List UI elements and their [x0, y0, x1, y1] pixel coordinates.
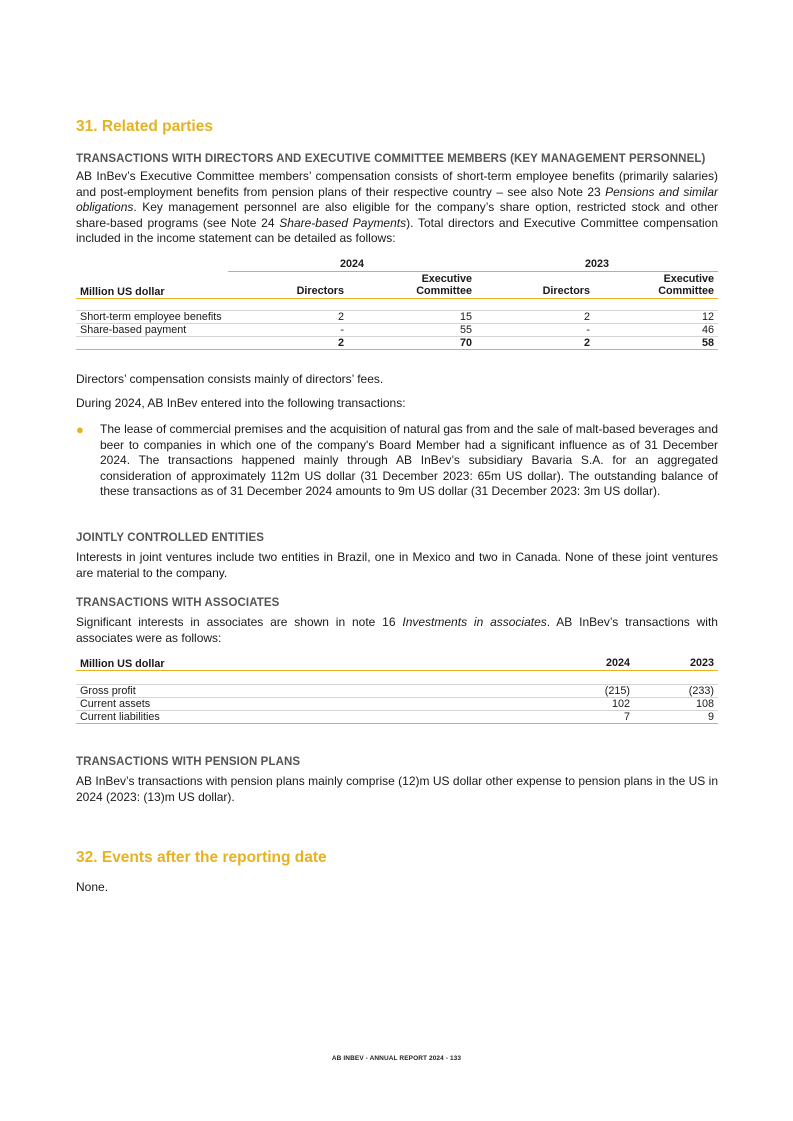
- key-management-text-b: . Key management personnel are also eligible for the company’s share option, restricted stock and other share-based programs (see Note 24: [76, 200, 718, 230]
- key-management-paragraph: [76, 169, 718, 247]
- table-row: Gross profit (215) (233): [76, 684, 718, 697]
- pension-paragraph: AB InBev’s transactions with pension plans mainly comprise (12)m US dollar other expense to pension plans in the US in 2024 (2023: (13)m US dollar).: [76, 774, 718, 804]
- assoc-2024-header: 2024: [605, 657, 630, 669]
- key-management-text-c: ). Total directors and Executive Committee compensation included in the income statement can be detailed as follows:: [76, 215, 718, 246]
- table-row: Short-term employee benefits 2 15 2 12: [76, 310, 718, 323]
- jointly-controlled-heading: JOINTLY CONTROLLED ENTITIES: [76, 532, 264, 544]
- associates-table: [76, 656, 718, 724]
- bullet-list-item: [76, 422, 718, 500]
- section-32-paragraph: None.: [76, 880, 109, 894]
- total-row: 2 70 2 58: [76, 336, 718, 349]
- executive-committee-2024-header: Executive Committee: [416, 272, 472, 297]
- bullet-icon: ●: [76, 422, 84, 437]
- assoc-2023-header: 2023: [689, 657, 714, 669]
- table-row: Share-based payment - 55 - 46: [76, 323, 718, 336]
- table-row: Current assets 102 108: [76, 697, 718, 710]
- year-2023-header: 2023: [476, 258, 718, 271]
- executive-committee-2023-header: Executive Committee: [658, 272, 714, 297]
- page-footer: AB INBEV - ANNUAL REPORT 2024 - 133: [331, 1055, 462, 1062]
- associates-heading: TRANSACTIONS WITH ASSOCIATES: [76, 597, 280, 609]
- section-31-title: 31. Related parties: [76, 118, 213, 135]
- jointly-controlled-paragraph: Interests in joint ventures include two entities in Brazil, one in Mexico and two in Canada. None of these joint ventures are material to the company.: [76, 550, 718, 580]
- unit-header: Million US dollar: [80, 285, 165, 298]
- key-management-heading: TRANSACTIONS WITH DIRECTORS AND EXECUTIVE COMMITTEE MEMBERS (KEY MANAGEMENT PERSONNEL): [76, 153, 706, 165]
- table-row: Current liabilities 7 9: [76, 710, 718, 723]
- associates-paragraph: Significant interests in associates are shown in note 16 Investments in associates. AB InBev’s transactions with associates were as follows:: [76, 615, 718, 645]
- directors-2023-header: Directors: [542, 285, 590, 297]
- pensions-note-reference: Pensions and similar obligations: [76, 184, 718, 215]
- assoc-unit-header: Million US dollar: [80, 657, 165, 670]
- directors-2024-header: Directors: [296, 285, 344, 297]
- associates-note-reference: Investments in associates: [402, 615, 547, 629]
- key-management-text-a: AB InBev’s Executive Committee members’ compensation consists of short-term employee benefits (primarily salaries) and post-employment benefits from pension plans of their respective country – see also Note 23: [76, 169, 718, 199]
- pension-heading: TRANSACTIONS WITH PENSION PLANS: [76, 756, 301, 768]
- bullet-text: The lease of commercial premises and the acquisition of natural gas from and the sale of malt-based beverages and beer to companies in which one of the company's Board Member had a significant influence as of 31 December 2024. The transactions happened mainly through AB InBev’s subsidiary Bavaria S.A. for an aggregated consideration of approximately 112m US dollar (31 December 2023: 65m US dollar). The outstanding balance of these transactions as of 31 December 2024 amounts to 9m US dollar (31 December 2023: 3m US dollar).: [100, 422, 718, 499]
- directors-note: Directors’ compensation consists mainly of directors’ fees.: [76, 372, 384, 386]
- share-based-note-reference: Share-based Payments: [279, 215, 407, 230]
- section-32-title: 32. Events after the reporting date: [76, 849, 327, 866]
- transactions-2024-intro: During 2024, AB InBev entered into the following transactions:: [76, 396, 406, 410]
- key-management-compensation-table: [76, 258, 718, 350]
- year-2024-header: 2024: [228, 258, 476, 271]
